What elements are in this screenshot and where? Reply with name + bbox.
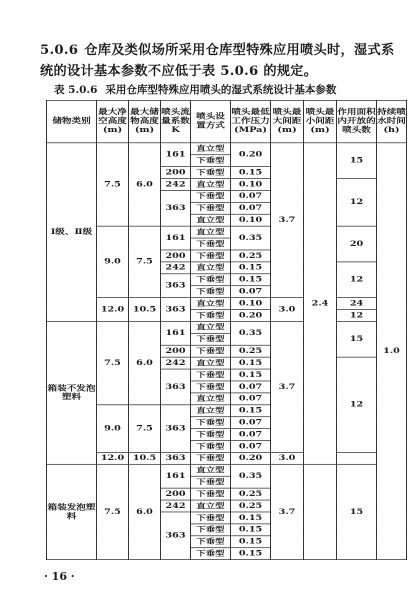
cell: 200 — [161, 167, 191, 179]
cell: 242 — [161, 179, 191, 191]
cell: 0.20 — [231, 310, 271, 322]
cell: 6.0 — [129, 143, 161, 226]
cell: 0.15 — [231, 512, 271, 524]
table-row — [47, 321, 407, 333]
cell: 15 — [337, 321, 377, 357]
cell: 363 — [161, 405, 191, 453]
cell: 363 — [161, 190, 191, 226]
cell: 下垂型 — [191, 417, 231, 429]
cell: 0.25 — [231, 488, 271, 500]
category-cell: Ⅰ级、Ⅱ级 — [47, 143, 97, 322]
header-max-spacing: 喷头最 大间距 (m) — [271, 100, 304, 142]
cell: 下垂型 — [191, 369, 231, 381]
header-category: 储物类别 — [47, 100, 97, 142]
header-storage-height: 最大储 物高度 (m) — [129, 100, 161, 142]
cell: 242 — [161, 500, 191, 512]
table-caption — [54, 82, 394, 97]
cell: 6.0 — [129, 464, 161, 559]
cell: 下垂型 — [191, 310, 231, 322]
cell: 下垂型 — [191, 548, 231, 560]
cell: 直立型 — [191, 464, 231, 476]
header-sprinkler-count: 作用面积 内开放的 喷头数 — [337, 100, 377, 142]
cell: 直立型 — [191, 262, 231, 274]
cell: 3.0 — [271, 452, 304, 464]
cell: 直立型 — [191, 143, 231, 155]
cell: 7.5 — [129, 226, 161, 297]
cell: 363 — [161, 298, 191, 322]
cell: 0.20 — [231, 452, 271, 464]
cell: 下垂型 — [191, 524, 231, 536]
cell: 0.35 — [231, 226, 271, 250]
cell: 6.0 — [129, 321, 161, 404]
cell: 10.5 — [129, 298, 161, 322]
cell: 下垂型 — [191, 381, 231, 393]
cell: 直立型 — [191, 393, 231, 405]
cell: 3.7 — [271, 464, 304, 559]
cell: 0.07 — [231, 441, 271, 453]
header-min-pressure: 喷头最低 工作压力 (MPa) — [231, 100, 271, 142]
header-min-spacing: 喷头最 小间距 (m) — [304, 100, 337, 142]
table-row — [47, 298, 407, 310]
cell: 0.15 — [231, 167, 271, 179]
cell: 下垂型 — [191, 536, 231, 548]
table-row — [47, 226, 407, 238]
table-title: 采用仓库型特殊应用喷头的湿式系统设计基本参数 — [105, 84, 337, 96]
cell: 0.15 — [231, 524, 271, 536]
cell: 12.0 — [97, 298, 129, 322]
header-row — [47, 100, 407, 142]
cell: 161 — [161, 143, 191, 167]
cell: 下垂型 — [191, 333, 231, 345]
cell: 2.4 — [304, 143, 337, 465]
cell: 7.5 — [97, 143, 129, 226]
cell: 0.15 — [231, 536, 271, 548]
cell: 12 — [337, 357, 377, 452]
clause-paragraph — [40, 40, 402, 82]
cell: 12.0 — [97, 452, 129, 464]
page-number: · 16 · — [44, 570, 75, 583]
table-row — [47, 143, 407, 155]
cell: 0.10 — [231, 214, 271, 226]
cell: 下垂型 — [191, 476, 231, 488]
cell: 0.15 — [231, 548, 271, 560]
cell: 363 — [161, 369, 191, 405]
cell: 24 — [337, 298, 377, 310]
cell: 下垂型 — [191, 345, 231, 357]
cell: 下垂型 — [191, 167, 231, 179]
cell: 9.0 — [97, 226, 129, 297]
cell: 下垂型 — [191, 488, 231, 500]
cell: 直立型 — [191, 298, 231, 310]
cell: 下垂型 — [191, 452, 231, 464]
cell: 直立型 — [191, 321, 231, 333]
cell: 200 — [161, 488, 191, 500]
category-cell: 箱装发泡塑料 — [47, 464, 97, 559]
cell: 7.5 — [97, 321, 129, 404]
cell: 直立型 — [191, 179, 231, 191]
cell: 直立型 — [191, 226, 231, 238]
cell: 下垂型 — [191, 250, 231, 262]
cell: 363 — [161, 512, 191, 560]
cell: 直立型 — [191, 357, 231, 369]
cell: 200 — [161, 250, 191, 262]
cell: 242 — [161, 357, 191, 369]
category-cell: 箱装不发泡塑料 — [47, 321, 97, 464]
cell: 下垂型 — [191, 190, 231, 202]
cell: 9.0 — [97, 405, 129, 453]
cell: 20 — [337, 226, 377, 262]
cell: 0.10 — [231, 298, 271, 310]
cell: 0.07 — [231, 202, 271, 214]
cell: 下垂型 — [191, 286, 231, 298]
cell: 下垂型 — [191, 202, 231, 214]
table-row — [47, 452, 407, 464]
cell: 15 — [337, 464, 377, 559]
header-k-factor: 喷头流 量系数 K — [161, 100, 191, 142]
cell: 363 — [161, 274, 191, 298]
cell: 下垂型 — [191, 429, 231, 441]
cell: 0.15 — [231, 262, 271, 274]
cell: 12 — [337, 310, 377, 322]
cell: 下垂型 — [191, 512, 231, 524]
clause-number: 5.0.6 — [40, 43, 79, 58]
cell: 0.15 — [231, 369, 271, 381]
cell: 0.10 — [231, 179, 271, 191]
cell: 12 — [337, 179, 377, 227]
cell: 0.25 — [231, 345, 271, 357]
cell: 12 — [337, 262, 377, 298]
cell: 下垂型 — [191, 155, 231, 167]
table-number: 表 5.0.6 — [54, 84, 98, 96]
cell: 0.15 — [231, 274, 271, 286]
cell: 7.5 — [129, 405, 161, 453]
cell: 直立型 — [191, 405, 231, 417]
table-row — [47, 464, 407, 476]
cell: 0.07 — [231, 381, 271, 393]
cell: 0.35 — [231, 464, 271, 488]
cell: 0.07 — [231, 429, 271, 441]
cell: 10.5 — [129, 452, 161, 464]
header-duration: 持续喷 水时间 (h) — [377, 100, 407, 142]
cell: 下垂型 — [191, 441, 231, 453]
cell: 0.20 — [231, 143, 271, 167]
cell: 0.07 — [231, 393, 271, 405]
cell: 7.5 — [97, 464, 129, 559]
cell: 0.15 — [231, 357, 271, 369]
cell: 15 — [337, 143, 377, 179]
cell: 0.25 — [231, 500, 271, 512]
cell: 下垂型 — [191, 238, 231, 250]
cell: 0.35 — [231, 321, 271, 345]
cell: 161 — [161, 226, 191, 250]
cell: 3.7 — [271, 143, 304, 298]
cell: 3.0 — [271, 298, 304, 322]
cell: 3.7 — [271, 321, 304, 452]
clause-text: 仓库及类似场所采用仓库型特殊应用喷头时，湿式系统的设计基本参数不应低于表 5.0.6 的规定。 — [40, 43, 395, 79]
cell: 0.07 — [231, 286, 271, 298]
cell: 200 — [161, 345, 191, 357]
cell: 0.25 — [231, 250, 271, 262]
cell: 直立型 — [191, 500, 231, 512]
cell: 363 — [161, 452, 191, 464]
cell: 161 — [161, 321, 191, 345]
cell: 161 — [161, 464, 191, 488]
cell: 242 — [161, 262, 191, 274]
parameters-table — [46, 100, 407, 560]
cell: 0.15 — [231, 405, 271, 417]
cell: 下垂型 — [191, 274, 231, 286]
cell: 0.07 — [231, 190, 271, 202]
cell: 直立型 — [191, 214, 231, 226]
cell: 0.07 — [231, 417, 271, 429]
header-clear-height: 最大净 空高度 (m) — [97, 100, 129, 142]
header-orientation: 喷头设 置方式 — [191, 100, 231, 142]
cell — [304, 464, 337, 559]
cell: 1.0 — [377, 143, 407, 560]
